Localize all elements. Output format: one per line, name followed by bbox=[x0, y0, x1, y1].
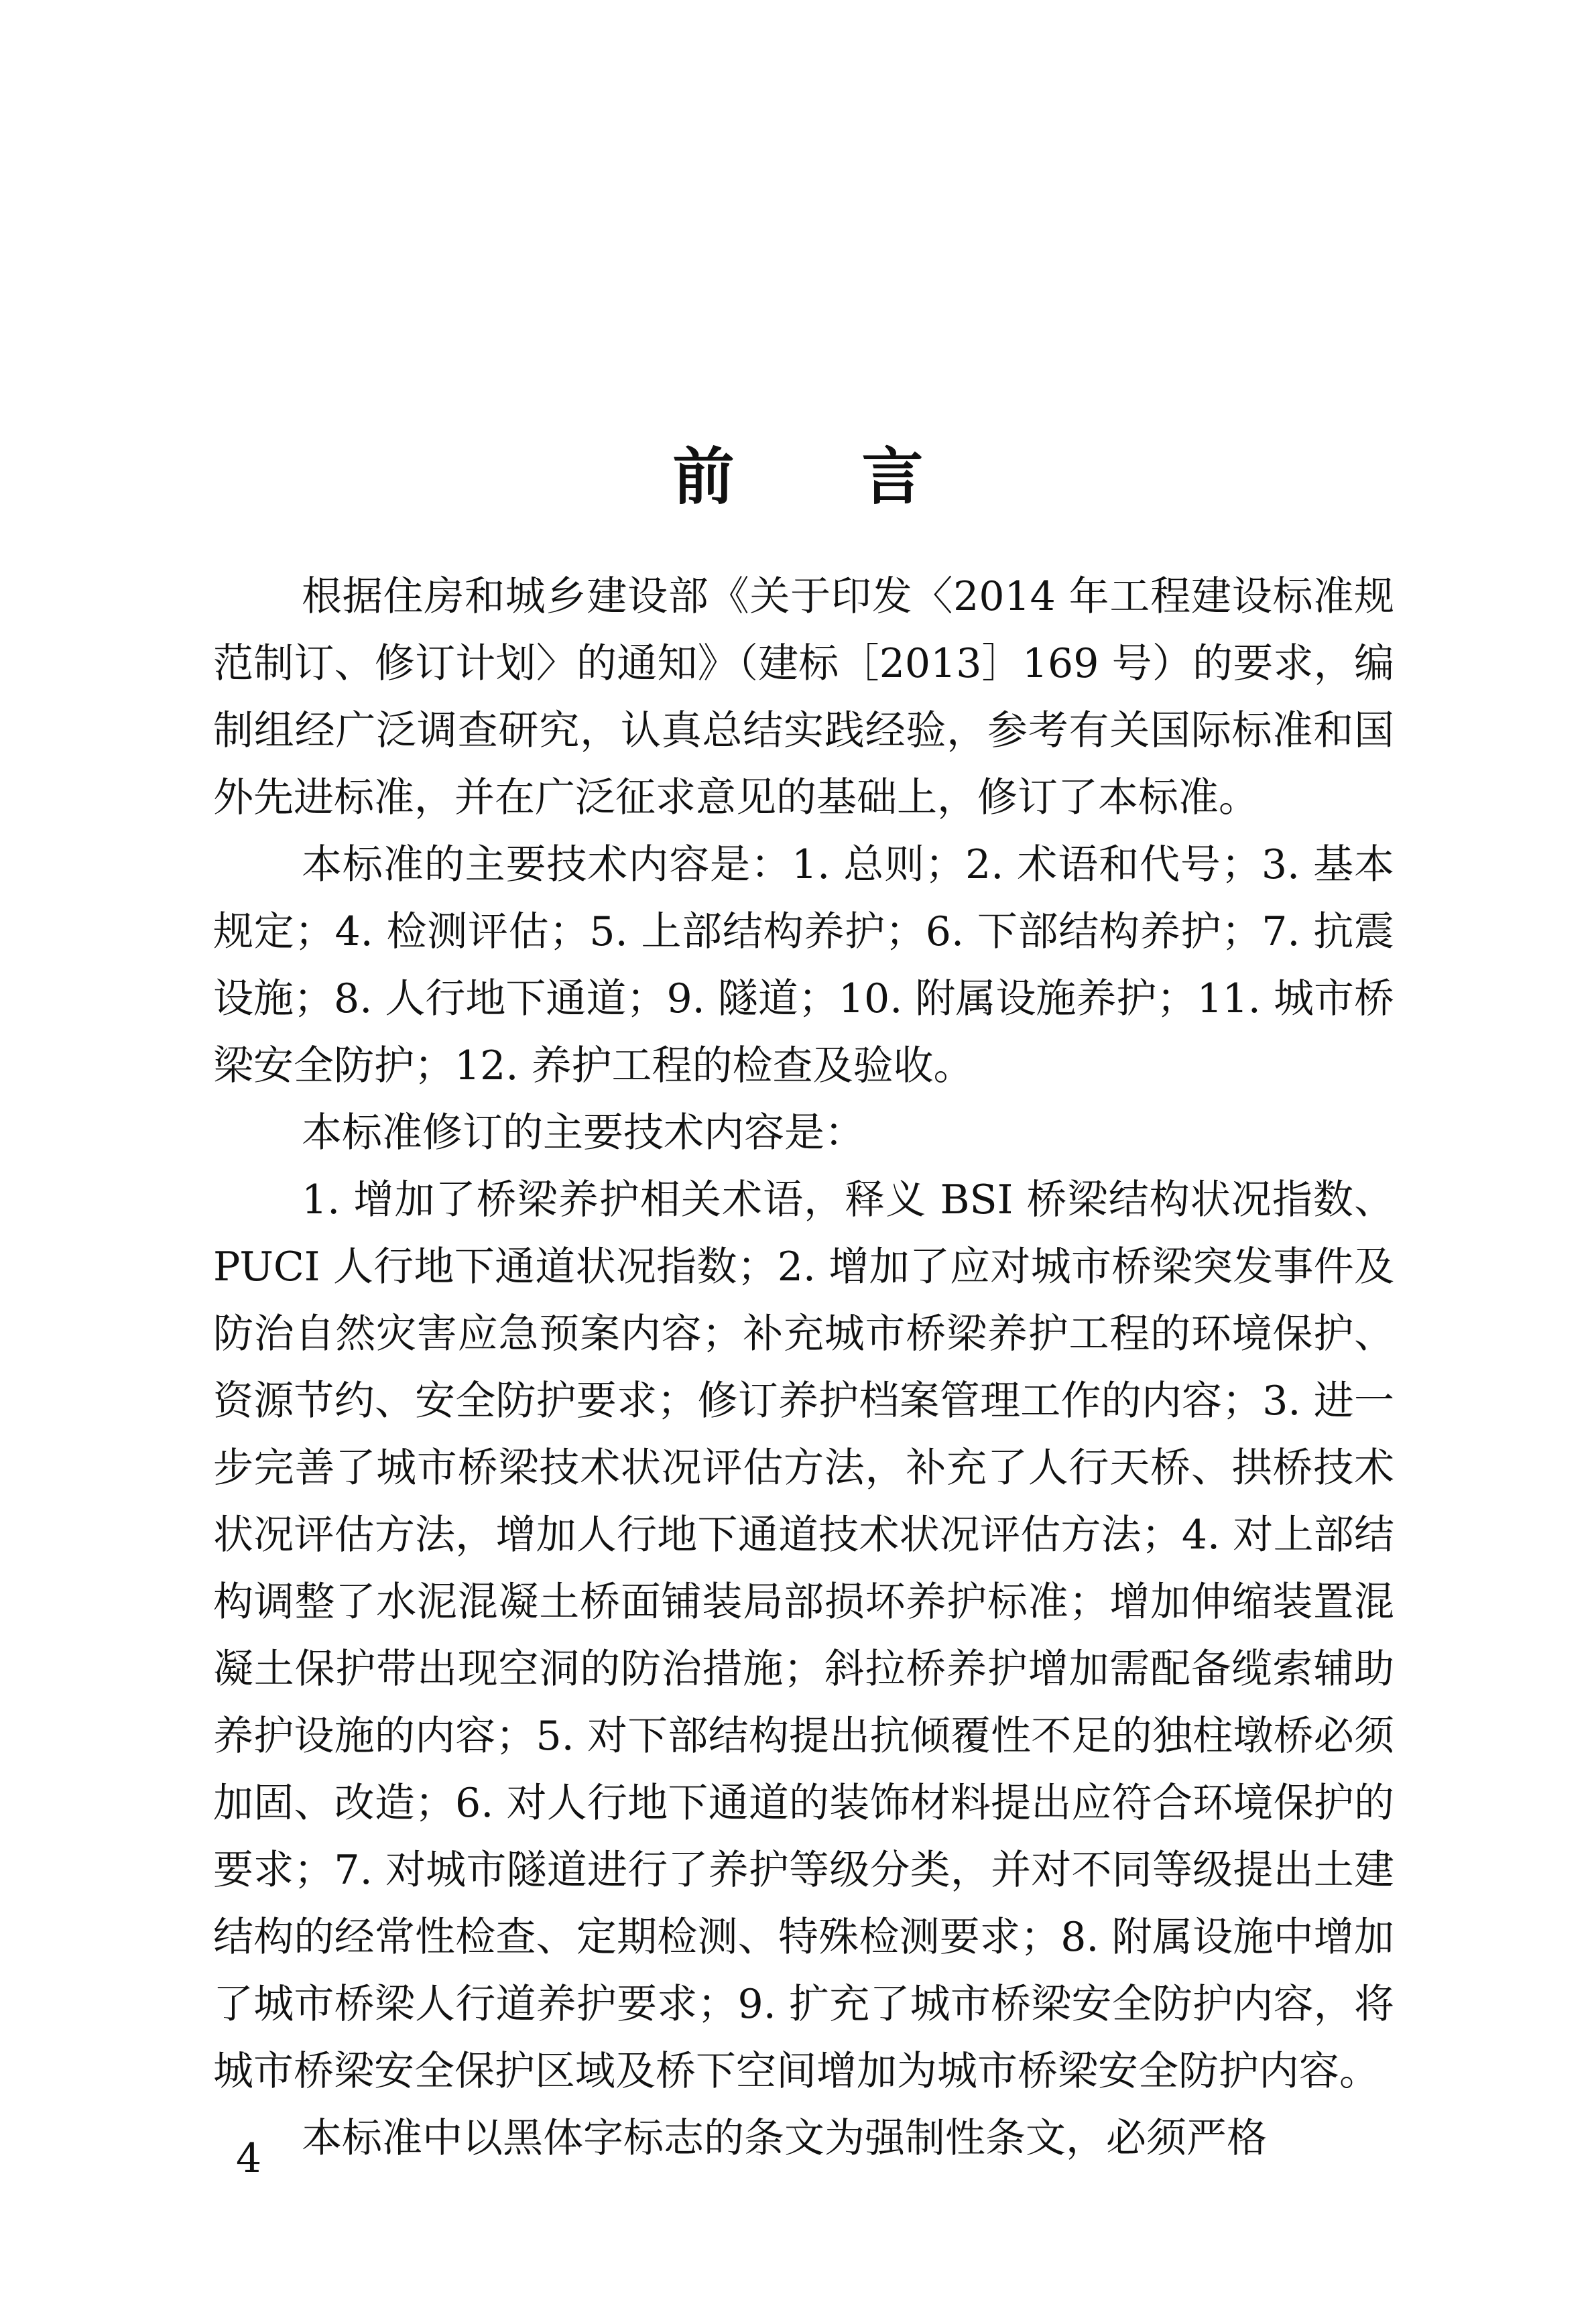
page-number: 4 bbox=[236, 2135, 262, 2182]
paragraph-mandatory-clauses: 本标准中以黑体字标志的条文为强制性条文，必须严格 bbox=[302, 2115, 1267, 2162]
page-title: 前言 bbox=[672, 440, 1051, 513]
paragraph-revision-items: 1. 增加了桥梁养护相关术语，释义 BSI 桥梁结构状况指数、PUCI 人行地下通道状况指数；2. 增加了应对城市桥梁突发事件及防治自然灾害应急预案内容；补充城市桥梁养护工程的环境保护、资源节约、安全防护要求；修订养护档案管理工作的内容；3. 进一步完善了城市桥梁技术状况评估方法，补充了人行天桥、拱桥技术状况评估方法，增加人行地下通道技术状况评估方法；4. 对上部结构调整了水泥混凝土桥面铺装局部损坏养护标准；增加伸缩装置混凝土保护带出现空洞的防治措施；斜拉桥养护增加需配备缆索辅助养护设施的内容；5. 对下部结构提出抗倾覆性不足的独柱墩桥必须加固、改造；6. 对人行地下通道的装饰材料提出应符合环境保护的要求；7. 对城市隧道进行了养护等级分类，并对不同等级提出土建结构的经常性检查、定期检测、特殊检测要求；8. 附属设施中增加了城市桥梁人行道养护要求；9. 扩充了城市桥梁安全防护内容，将城市桥梁安全保护区域及桥下空间增加为城市桥梁安全防护内容。 bbox=[213, 1176, 1394, 2095]
paragraph-basis: 根据住房和城乡建设部《关于印发〈2014 年工程建设标准规范制订、修订计划〉的通知》（建标［2013］169 号）的要求，编制组经广泛调查研究，认真总结实践经验，参考有关国际标准和国外先进标准，并在广泛征求意见的基础上，修订了本标准。 bbox=[213, 573, 1394, 821]
body-text bbox=[213, 563, 1394, 2172]
paragraph-revision-intro: 本标准修订的主要技术内容是： bbox=[302, 1109, 865, 1156]
paragraph-main-content: 本标准的主要技术内容是：1. 总则；2. 术语和代号；3. 基本规定；4. 检测评估；5. 上部结构养护；6. 下部结构养护；7. 抗震设施；8. 人行地下通道；9. 隧道；10. 附属设施养护；11. 城市桥梁安全防护；12. 养护工程的检查及验收。 bbox=[213, 841, 1394, 1089]
